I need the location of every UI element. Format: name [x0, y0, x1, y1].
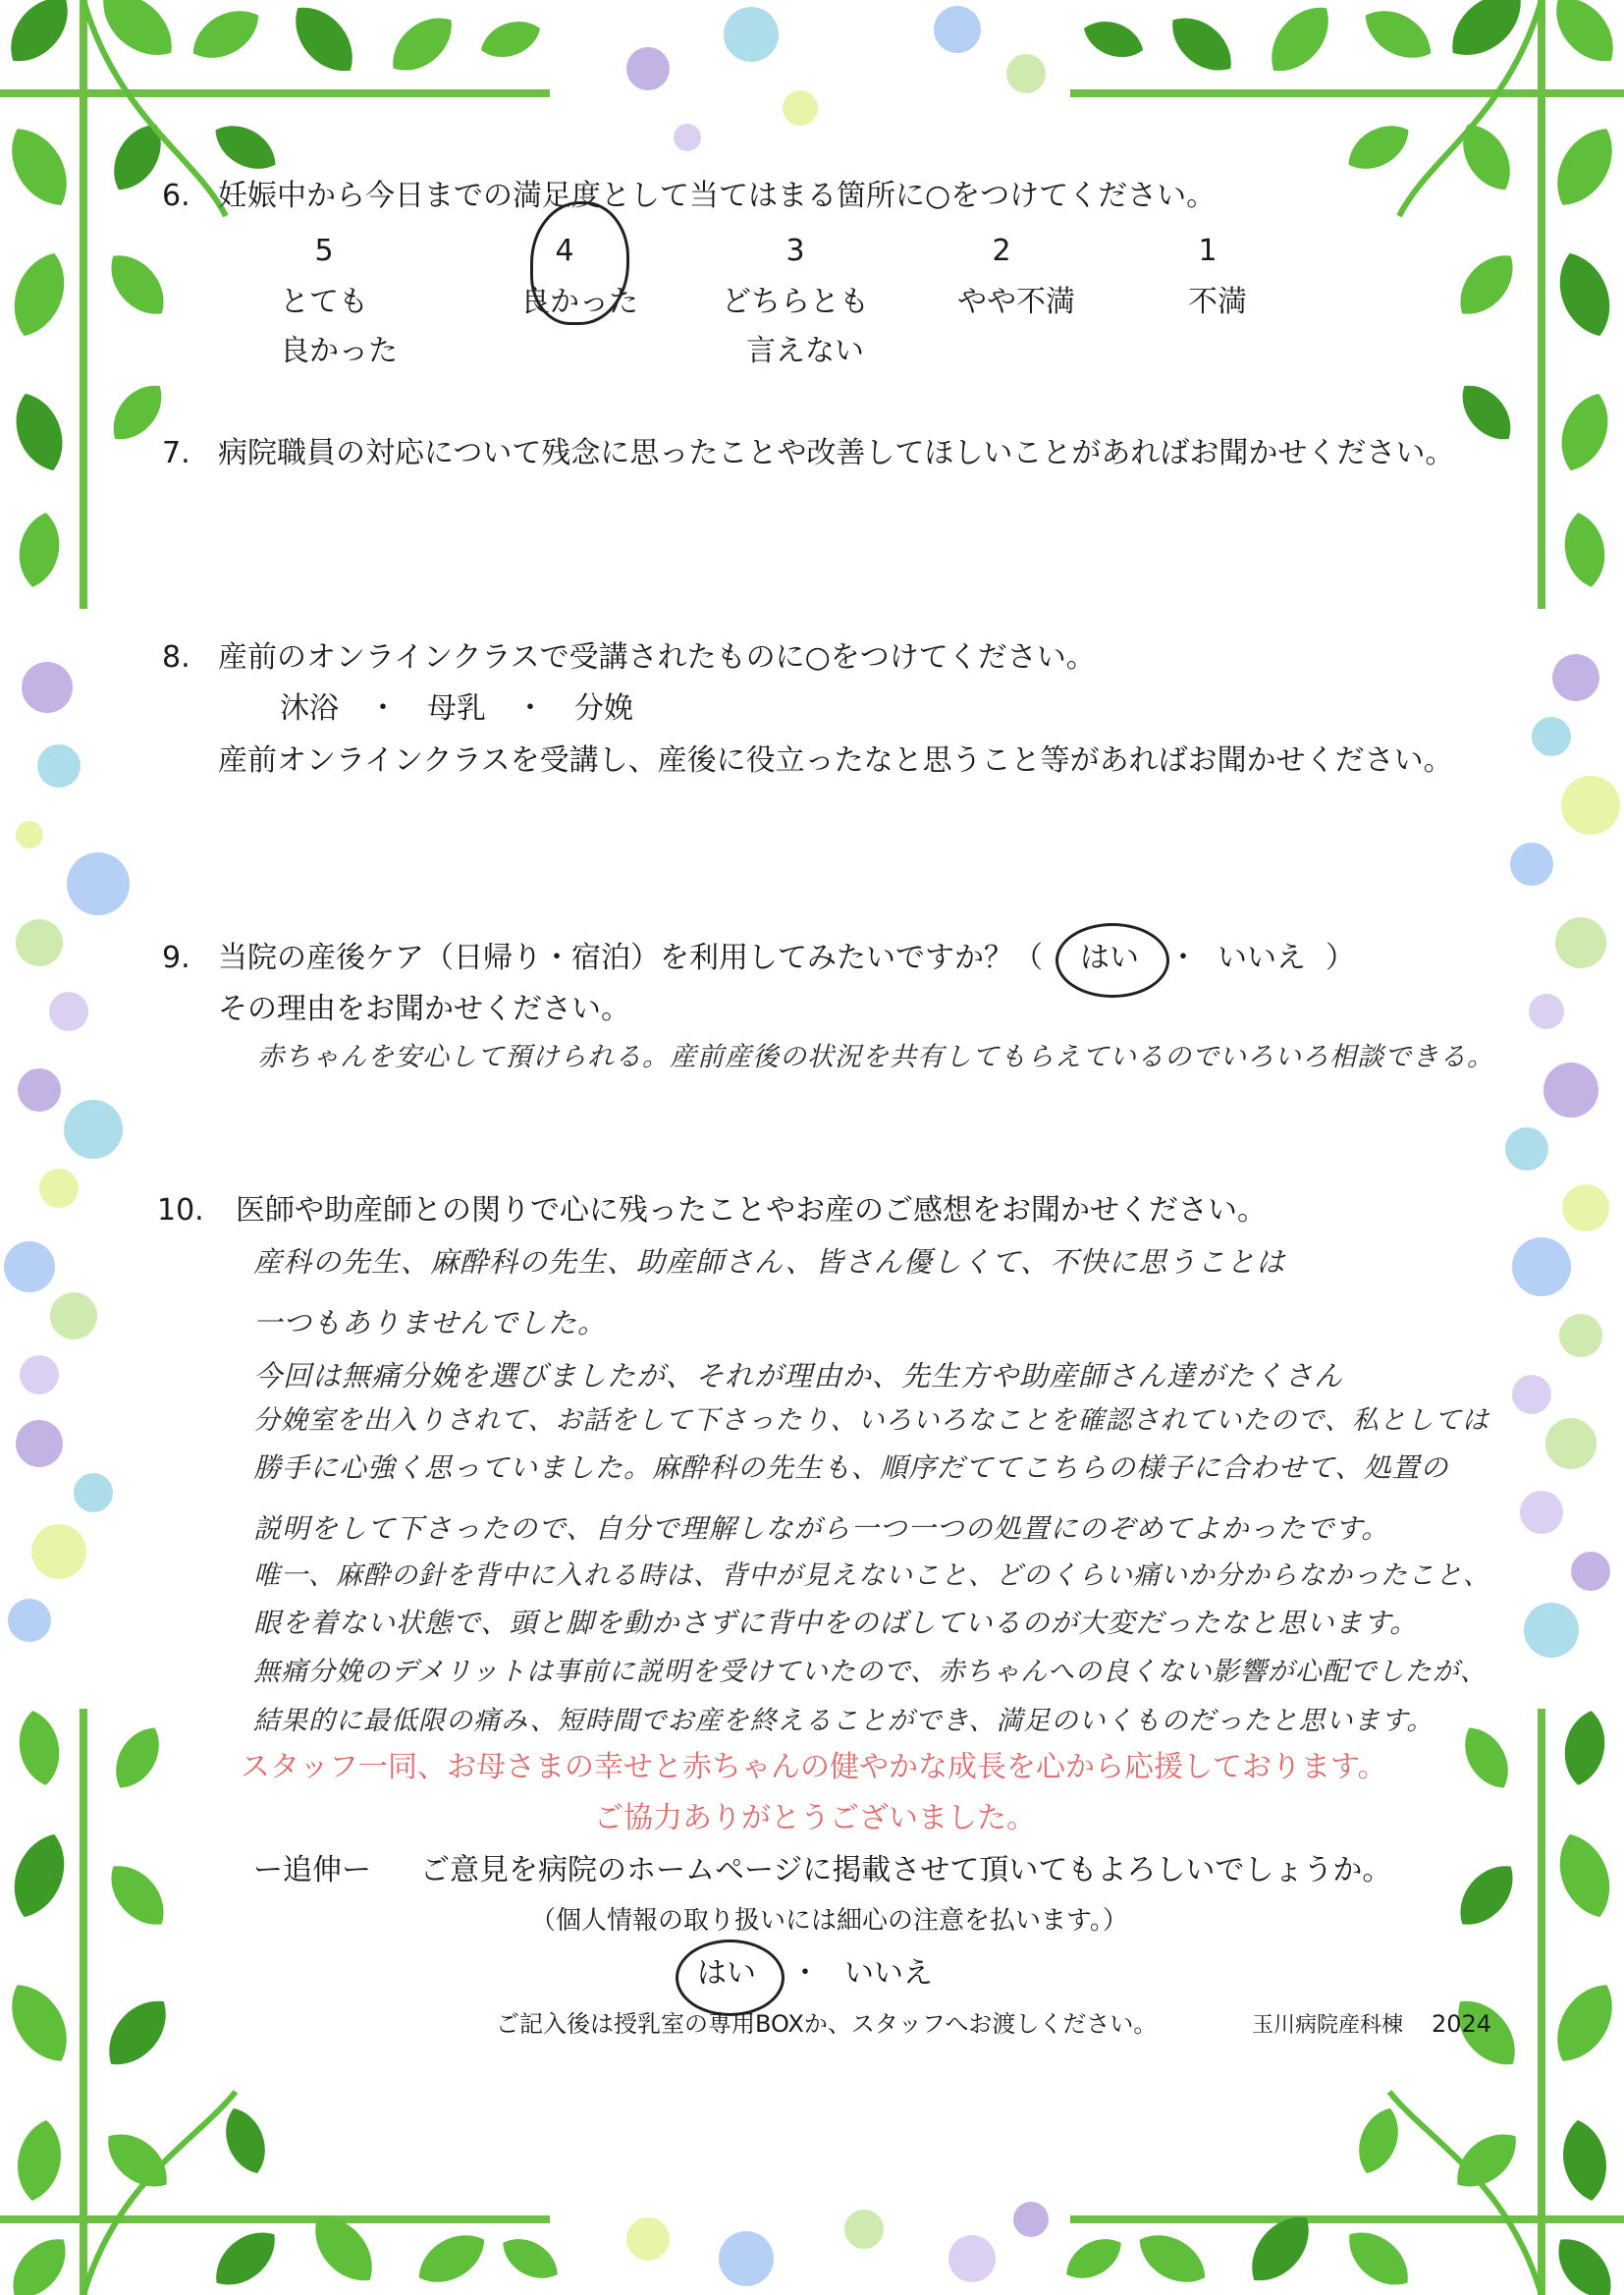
dot-decoration	[16, 919, 63, 966]
leaf-decoration	[1258, 0, 1342, 84]
dot-decoration	[1529, 994, 1564, 1029]
q9-reason-prompt: その理由をお聞かせください。	[218, 992, 630, 1026]
dot-decoration	[783, 90, 818, 126]
dot-decoration	[8, 1599, 51, 1642]
q9-yes: はい	[1080, 941, 1139, 975]
dot-decoration	[1520, 1491, 1563, 1534]
q10-answer-line-7: 唯一、麻酔の針を背中に入れる時は、背中が見えないこと、どのくらい痛いか分からなかったこと、	[253, 1560, 1490, 1591]
leaf-decoration	[1451, 115, 1523, 199]
q9-number: 9.	[162, 941, 190, 975]
leaf-decoration	[1557, 2116, 1613, 2204]
leaf-decoration	[1543, 1974, 1624, 2073]
q10-answer-line-8: 眼を着ない状態で、頭と脚を動かさずに背中をのばしているのが大変だったなと思います。	[253, 1607, 1419, 1639]
leaf-decoration	[1337, 2219, 1420, 2295]
q6-scale-2-number: 2	[992, 234, 1011, 268]
leaf-decoration	[1551, 387, 1619, 478]
dot-decoration	[626, 2217, 670, 2261]
dot-decoration	[16, 1420, 63, 1467]
leaf-decoration	[1545, 2227, 1624, 2295]
dot-decoration	[1512, 1375, 1551, 1414]
dot-decoration	[1555, 917, 1606, 968]
leaf-decoration	[1559, 1708, 1610, 1789]
leaf-decoration	[14, 510, 65, 591]
dot-decoration	[626, 47, 670, 90]
leaf-decoration	[381, 5, 463, 83]
dot-decoration	[50, 1292, 97, 1339]
leaf-decoration	[89, 0, 186, 70]
leaf-decoration	[475, 14, 545, 66]
postscript-answer-circle	[676, 1940, 785, 2016]
q6-scale-5-number: 5	[314, 234, 334, 268]
dot-decoration	[1006, 54, 1046, 93]
q8-followup: 産前オンラインクラスを受講し、産後に役立ったなと思うこと等があればお聞かせください。	[218, 743, 1453, 778]
q6-scale-2-label: やや不満	[957, 285, 1075, 319]
q8-question: 産前のオンラインクラスで受講されたものに○をつけてください。	[218, 640, 1096, 675]
q10-answer-line-6: 説明をして下さったので、自分で理解しながら一つ一つの処置にのぞめてよかったです。	[253, 1512, 1390, 1545]
leaf-decoration	[1350, 2103, 1407, 2180]
q10-number: 10.	[157, 1193, 204, 1228]
q9-close-paren: ）	[1326, 941, 1355, 975]
leaf-decoration	[3, 246, 76, 344]
leaf-decoration	[14, 1708, 65, 1789]
leaf-decoration	[98, 244, 177, 326]
q10-answer-line-5: 勝手に心強く思っていました。麻酔科の先生も、順序だててこちらの様子に合わせて、処置の	[253, 1451, 1449, 1484]
q6-scale-1-label: 不満	[1188, 285, 1247, 319]
postscript-question: ご意見を病院のホームページに掲載させて頂いてもよろしいでしょうか。	[420, 1853, 1392, 1887]
leaf-decoration	[1058, 2229, 1129, 2289]
q10-answer-line-10: 結果的に最低限の痛み、短時間でお産を終えることができ、満足のいくものだったと思います。	[253, 1706, 1435, 1736]
q9-question: 当院の産後ケア（日帰り・宿泊）を利用してみたいですか？（	[218, 941, 1043, 975]
dot-decoration	[1571, 1552, 1610, 1591]
q8-number: 8.	[162, 640, 190, 675]
q10-answer-line-2: 一つもありませんでした。	[253, 1306, 608, 1339]
leaf-decoration	[0, 2227, 79, 2295]
leaf-decoration	[1447, 1854, 1526, 1937]
dot-decoration	[1559, 1314, 1602, 1357]
dot-decoration	[37, 744, 81, 788]
leaf-decoration	[12, 2116, 68, 2204]
q6-scale-5-label: とても	[280, 285, 368, 319]
dot-decoration	[674, 124, 701, 151]
dot-decoration	[844, 2210, 884, 2249]
leaf-decoration	[1447, 244, 1526, 326]
postscript-label: ー追伸ー	[253, 1853, 371, 1887]
dot-decoration	[31, 1524, 86, 1579]
q9-separator: ・	[1168, 941, 1198, 975]
leaf-decoration	[217, 2103, 274, 2180]
q8-options: 沐浴 ・ 母乳 ・ 分娩	[280, 691, 633, 726]
leaf-decoration	[282, 0, 366, 84]
leaf-decoration	[0, 0, 81, 75]
dot-decoration	[1013, 2202, 1049, 2237]
postscript-no: いいえ	[844, 1956, 933, 1991]
q10-answer-line-4: 分娩室を出入りされて、お話をして下さったり、いろいろなことを確認されていたので、私としては	[253, 1405, 1489, 1436]
dot-decoration	[67, 852, 130, 915]
leaf-decoration	[105, 1719, 171, 1796]
q6-scale-3-label-2: 言えない	[746, 334, 864, 368]
leaf-decoration	[1078, 14, 1148, 66]
dot-decoration	[22, 662, 73, 713]
staff-message: スタッフ一同、お母さまの幸せと赤ちゃんの健やかな成長を心から応援しております。	[241, 1750, 1387, 1784]
dot-decoration	[1561, 776, 1620, 835]
q6-scale-3-label: どちらとも	[722, 285, 869, 319]
leaf-decoration	[204, 2219, 287, 2295]
form-year: 2024	[1432, 2010, 1492, 2038]
q6-scale-3-number: 3	[785, 234, 805, 268]
dot-decoration	[4, 1241, 55, 1292]
q9-answer-circle	[1056, 923, 1169, 998]
dot-decoration	[1552, 654, 1599, 701]
dot-decoration	[1524, 1603, 1579, 1658]
dot-decoration	[74, 1473, 113, 1512]
postscript-separator: ・	[790, 1956, 820, 1991]
stem-decoration	[83, 2092, 236, 2295]
q6-question: 妊娠中から今日までの満足度として当てはまる箇所に○をつけてください。	[218, 179, 1217, 213]
q9-handwritten-answer: 赤ちゃんを安心して預けられる。産前産後の状況を共有してもらえているのでいろいろ相談できる。	[257, 1042, 1494, 1072]
dot-decoration	[39, 1169, 79, 1208]
q6-answer-circle	[530, 201, 629, 325]
leaf-decoration	[95, 1988, 180, 2077]
leaf-decoration	[0, 1974, 81, 2073]
leaf-decoration	[1356, 0, 1440, 70]
leaf-decoration	[1130, 2223, 1215, 2295]
leaf-decoration	[0, 118, 81, 217]
q10-answer-line-9: 無痛分娩のデメリットは事前に説明を受けていたので、赤ちゃんへの良くない影響が心配でしたが、	[253, 1657, 1488, 1687]
leaf-decoration	[1339, 115, 1417, 181]
dot-decoration	[1512, 1237, 1571, 1296]
q6-scale-4-label: 良かった	[520, 285, 638, 319]
submission-instruction: ご記入後は授乳室の専用BOXか、スタッフへお渡しください。	[496, 2010, 1158, 2038]
leaf-decoration	[1161, 5, 1243, 83]
leaf-decoration	[1559, 510, 1610, 591]
q6-number: 6.	[162, 179, 190, 213]
leaf-decoration	[1548, 1827, 1621, 1925]
thanks-message: ご協力ありがとうございました。	[594, 1801, 1036, 1835]
leaf-decoration	[1454, 1719, 1520, 1796]
q9-no: いいえ	[1218, 941, 1306, 975]
leaf-decoration	[1543, 0, 1624, 75]
dot-decoration	[948, 2235, 996, 2282]
stem-decoration	[1389, 2092, 1542, 2295]
dot-decoration	[18, 1068, 61, 1112]
q7-question: 病院職員の対応について残念に思ったことや改善してほしいことがあればお聞かせください。	[218, 436, 1455, 470]
postscript-yes: はい	[697, 1956, 756, 1991]
dot-decoration	[1505, 1127, 1548, 1171]
leaf-decoration	[184, 0, 268, 70]
leaf-decoration	[409, 2223, 494, 2295]
dot-decoration	[934, 6, 981, 53]
dot-decoration	[20, 1355, 59, 1394]
q10-answer-line-3: 今回は無痛分娩を選びましたが、それが理由か、先生方や助産師さん達がたくさん	[253, 1359, 1344, 1393]
dot-decoration	[1562, 1184, 1609, 1231]
dot-decoration	[16, 821, 43, 848]
q6-scale-1-number: 1	[1198, 234, 1218, 268]
dot-decoration	[1510, 843, 1553, 886]
dot-decoration	[1545, 1418, 1597, 1469]
dot-decoration	[1543, 1063, 1598, 1118]
leaf-decoration	[495, 2229, 566, 2289]
privacy-note: （個人情報の取り扱いには細心の注意を払います。）	[530, 1906, 1128, 1936]
dot-decoration	[724, 7, 779, 62]
q10-question: 医師や助産師との関りで心に残ったことやお産のご感想をお聞かせください。	[236, 1193, 1267, 1228]
dot-decoration	[719, 2231, 774, 2286]
dot-decoration	[1532, 717, 1571, 756]
dot-decoration	[49, 992, 88, 1031]
leaf-decoration	[1450, 374, 1522, 450]
leaf-decoration	[98, 1854, 177, 1937]
organization-name: 玉川病院産科棟	[1252, 2013, 1404, 2038]
leaf-decoration	[3, 1827, 76, 1925]
q6-scale-4-number: 4	[555, 234, 574, 268]
q10-answer-line-1: 産科の先生、麻酔科の先生、助産師さん、皆さん優しくて、不快に思うことは	[253, 1245, 1286, 1279]
q6-scale-5-label-2: 良かった	[280, 334, 398, 368]
leaf-decoration	[6, 387, 74, 478]
dot-decoration	[64, 1100, 123, 1159]
leaf-decoration	[206, 115, 284, 181]
q7-number: 7.	[162, 436, 190, 470]
leaf-decoration	[1543, 118, 1624, 217]
leaf-decoration	[1548, 246, 1621, 344]
